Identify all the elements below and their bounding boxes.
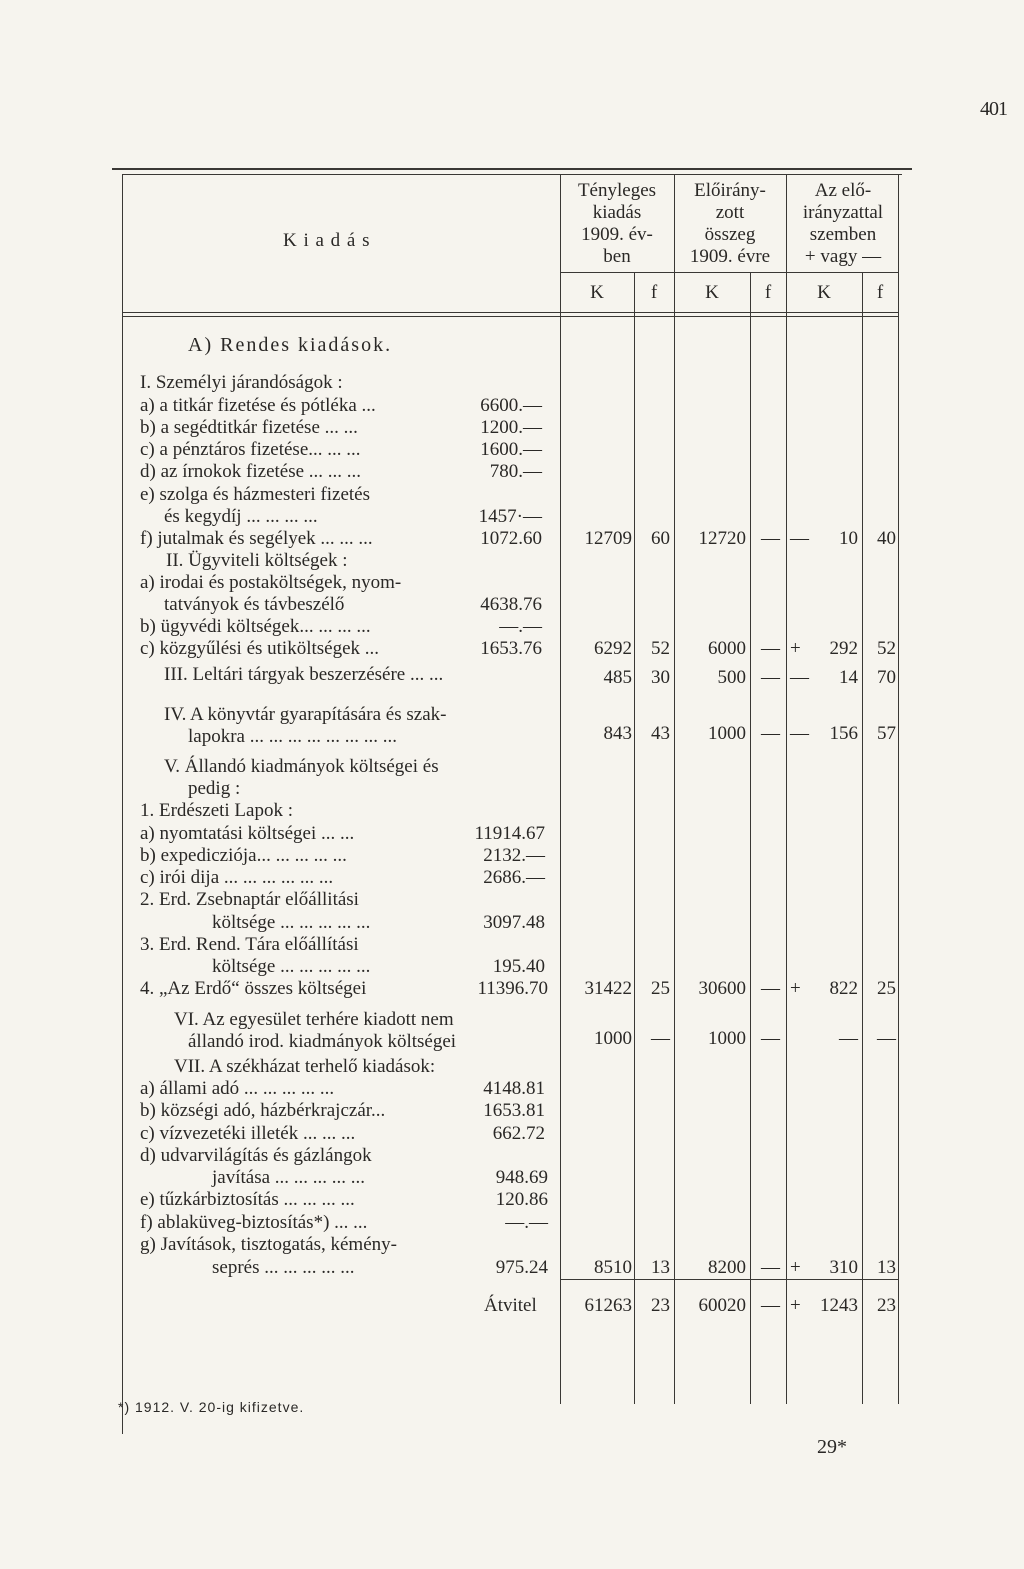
- cell-f3: 70: [877, 667, 896, 688]
- line-label: II. Ügyviteli költségek :: [166, 550, 348, 571]
- col3-kf-divider: [862, 272, 863, 1404]
- line-amount: 2686.—: [483, 867, 545, 888]
- line-label: pedig :: [188, 778, 241, 799]
- header-col1: Tényleges kiadás 1909. év- ben: [577, 180, 657, 267]
- table-right-border: [898, 174, 899, 1404]
- line-label: e) tűzkárbiztosítás ... ... ... ...: [140, 1189, 355, 1210]
- footnote: *) 1912. V. 20-ig kifizetve.: [118, 1399, 305, 1415]
- cell-k1: 485: [603, 667, 632, 688]
- diff-sign: +: [790, 1257, 801, 1278]
- cell-f1: 25: [651, 978, 670, 999]
- line-label: a) a titkár fizetése és pótléka ...: [140, 395, 376, 416]
- cell-f2: —: [761, 667, 780, 688]
- cell-k3: 14: [839, 667, 858, 688]
- cell-k1: 1000: [594, 1028, 632, 1049]
- cell-k3: 156: [829, 723, 858, 744]
- diff-sign: +: [790, 1295, 801, 1316]
- line-label: c) a pénztáros fizetése... ... ...: [140, 439, 361, 460]
- page-number: 401: [980, 98, 1007, 120]
- line-amount: 120.86: [495, 1189, 548, 1210]
- col1-left-border: [560, 174, 561, 1404]
- line-label: 4. „Az Erdő“ összes költségei: [140, 978, 367, 999]
- cell-k2: 500: [717, 667, 746, 688]
- diff-sign: —: [790, 528, 809, 549]
- line-label: d) az írnokok fizetése ... ... ...: [140, 461, 362, 482]
- cell-f1: 23: [651, 1295, 670, 1316]
- cell-k2: 60020: [698, 1295, 746, 1316]
- line-amount: 6600.—: [480, 395, 542, 416]
- cell-f3: 25: [877, 978, 896, 999]
- unit-f1: f: [650, 282, 658, 303]
- line-amount: 2132.—: [483, 845, 545, 866]
- cell-k3: 1243: [820, 1295, 858, 1316]
- line-amount: 662.72: [492, 1123, 545, 1144]
- cell-k3: 310: [829, 1257, 858, 1278]
- line-label: a) nyomtatási költségei ... ...: [140, 823, 355, 844]
- cell-f1: 13: [651, 1257, 670, 1278]
- line-label: a) állami adó ... ... ... ... ...: [140, 1078, 335, 1099]
- cell-k1: 8510: [594, 1257, 632, 1278]
- line-amount: 1600.—: [480, 439, 542, 460]
- line-amount: 195.40: [492, 956, 545, 977]
- line-amount: 11396.70: [477, 978, 548, 999]
- line-label: b) községi adó, házbérkrajczár...: [140, 1100, 386, 1121]
- header-col3: Az elő- irányzattal szemben + vagy —: [802, 180, 884, 267]
- line-label: b) expedicziója... ... ... ... ...: [140, 845, 347, 866]
- line-amount: 1200.—: [480, 417, 542, 438]
- line-label: költsége ... ... ... ... ...: [212, 912, 371, 933]
- line-amount: 1457·—: [478, 506, 542, 527]
- cell-f3: —: [877, 1028, 896, 1049]
- line-label: lapokra ... ... ... ... ... ... ... ...: [188, 726, 397, 747]
- line-label: VI. Az egyesület terhére kiadott nem: [174, 1009, 454, 1030]
- line-amount: 1653.76: [480, 638, 542, 659]
- col1-kf-divider: [634, 272, 635, 1404]
- cell-k1: 61263: [584, 1295, 632, 1316]
- unit-f3: f: [876, 282, 884, 303]
- line-amount: 3097.48: [483, 912, 545, 933]
- carry-over-label: Átvitel: [484, 1295, 537, 1316]
- cell-f3: 23: [877, 1295, 896, 1316]
- cell-k3: 10: [839, 528, 858, 549]
- line-label: c) vízvezetéki illeték ... ... ...: [140, 1123, 356, 1144]
- cell-f2: —: [761, 1295, 780, 1316]
- cell-k1: 843: [603, 723, 632, 744]
- line-amount: 780.—: [489, 461, 542, 482]
- line-amount: —.—: [499, 616, 542, 637]
- cell-k3: 822: [829, 978, 858, 999]
- cell-k2: 30600: [698, 978, 746, 999]
- cell-f1: 43: [651, 723, 670, 744]
- col2-kf-divider: [750, 272, 751, 1404]
- line-label: állandó irod. kiadmányok költségei: [188, 1031, 457, 1052]
- cell-k1: 12709: [584, 528, 632, 549]
- line-label: javítása ... ... ... ... ...: [212, 1167, 366, 1188]
- line-label: I. Személyi járandóságok :: [140, 372, 343, 393]
- diff-sign: +: [790, 978, 801, 999]
- sum-rule: [560, 1279, 898, 1280]
- line-label: c) közgyűlési és utiköltségek ...: [140, 638, 380, 659]
- cell-f2: —: [761, 528, 780, 549]
- line-label: d) udvarvilágítás és gázlángok: [140, 1145, 372, 1166]
- diff-sign: +: [790, 638, 801, 659]
- line-label: b) ügyvédi költségek... ... ... ...: [140, 616, 371, 637]
- cell-k2: 12720: [698, 528, 746, 549]
- line-amount: 948.69: [495, 1167, 548, 1188]
- cell-f2: —: [761, 1028, 780, 1049]
- cell-k3: —: [839, 1028, 858, 1049]
- cell-f3: 40: [877, 528, 896, 549]
- line-label: 2. Erd. Zsebnaptár előállitási: [140, 889, 359, 910]
- unit-k3: K: [817, 282, 831, 303]
- table-left-border: [122, 174, 123, 1434]
- line-label: III. Leltári tárgyak beszerzésére ... ...: [164, 664, 444, 685]
- line-amount: 4148.81: [483, 1078, 545, 1099]
- line-label: g) Javítások, tisztogatás, kémény-: [140, 1234, 397, 1255]
- cell-k1: 31422: [584, 978, 632, 999]
- cell-f3: 57: [877, 723, 896, 744]
- line-label: seprés ... ... ... ... ...: [212, 1257, 355, 1278]
- cell-f2: —: [761, 978, 780, 999]
- line-label: tatványok és távbeszélő: [164, 594, 345, 615]
- cell-k2: 8200: [708, 1257, 746, 1278]
- cell-f2: —: [761, 638, 780, 659]
- line-label: c) irói dija ... ... ... ... ... ...: [140, 867, 334, 888]
- cell-k1: 6292: [594, 638, 632, 659]
- line-amount: 11914.67: [474, 823, 545, 844]
- cell-f1: —: [651, 1028, 670, 1049]
- cell-k2: 1000: [708, 723, 746, 744]
- line-amount: —.—: [505, 1212, 548, 1233]
- line-amount: 1072.60: [480, 528, 542, 549]
- kiadas-heading: K i a d á s: [283, 230, 371, 251]
- cell-f1: 30: [651, 667, 670, 688]
- table-top-rule-inner: [122, 174, 902, 175]
- line-amount: 975.24: [495, 1257, 548, 1278]
- line-label: f) jutalmak és segélyek ... ... ...: [140, 528, 373, 549]
- signature-mark: 29*: [817, 1436, 847, 1458]
- header-bottom-rule-2: [122, 316, 898, 317]
- header-col2: Előirány- zott összeg 1909. évre: [689, 180, 771, 267]
- line-label: b) a segédtitkár fizetése ... ...: [140, 417, 358, 438]
- cell-k2: 6000: [708, 638, 746, 659]
- cell-f3: 52: [877, 638, 896, 659]
- line-label: e) szolga és házmesteri fizetés: [140, 484, 370, 505]
- cell-k3: 292: [829, 638, 858, 659]
- cell-f1: 60: [651, 528, 670, 549]
- diff-sign: —: [790, 723, 809, 744]
- header-bottom-rule: [122, 312, 898, 313]
- cell-k2: 1000: [708, 1028, 746, 1049]
- line-label: a) irodai és postaköltségek, nyom-: [140, 572, 402, 593]
- line-label: IV. A könyvtár gyarapítására és szak-: [164, 704, 447, 725]
- cell-f3: 13: [877, 1257, 896, 1278]
- section-title: A) Rendes kiadások.: [188, 334, 393, 356]
- unit-k1: K: [590, 282, 604, 303]
- line-label: 1. Erdészeti Lapok :: [140, 800, 294, 821]
- header-unit-rule: [560, 272, 898, 273]
- table-top-rule: [112, 168, 912, 170]
- line-label: és kegydíj ... ... ... ...: [164, 506, 318, 527]
- col3-left-border: [786, 174, 787, 1404]
- cell-f2: —: [761, 1257, 780, 1278]
- unit-k2: K: [705, 282, 719, 303]
- line-label: költsége ... ... ... ... ...: [212, 956, 371, 977]
- line-label: VII. A székházat terhelő kiadások:: [174, 1056, 436, 1077]
- line-amount: 4638.76: [480, 594, 542, 615]
- unit-f2: f: [764, 282, 772, 303]
- line-label: f) ablaküveg-biztosítás*) ... ...: [140, 1212, 368, 1233]
- col2-left-border: [674, 174, 675, 1404]
- line-label: V. Állandó kiadmányok költségei és: [164, 756, 439, 777]
- line-label: 3. Erd. Rend. Tára előállítási: [140, 934, 359, 955]
- cell-f2: —: [761, 723, 780, 744]
- cell-f1: 52: [651, 638, 670, 659]
- line-amount: 1653.81: [483, 1100, 545, 1121]
- diff-sign: —: [790, 667, 809, 688]
